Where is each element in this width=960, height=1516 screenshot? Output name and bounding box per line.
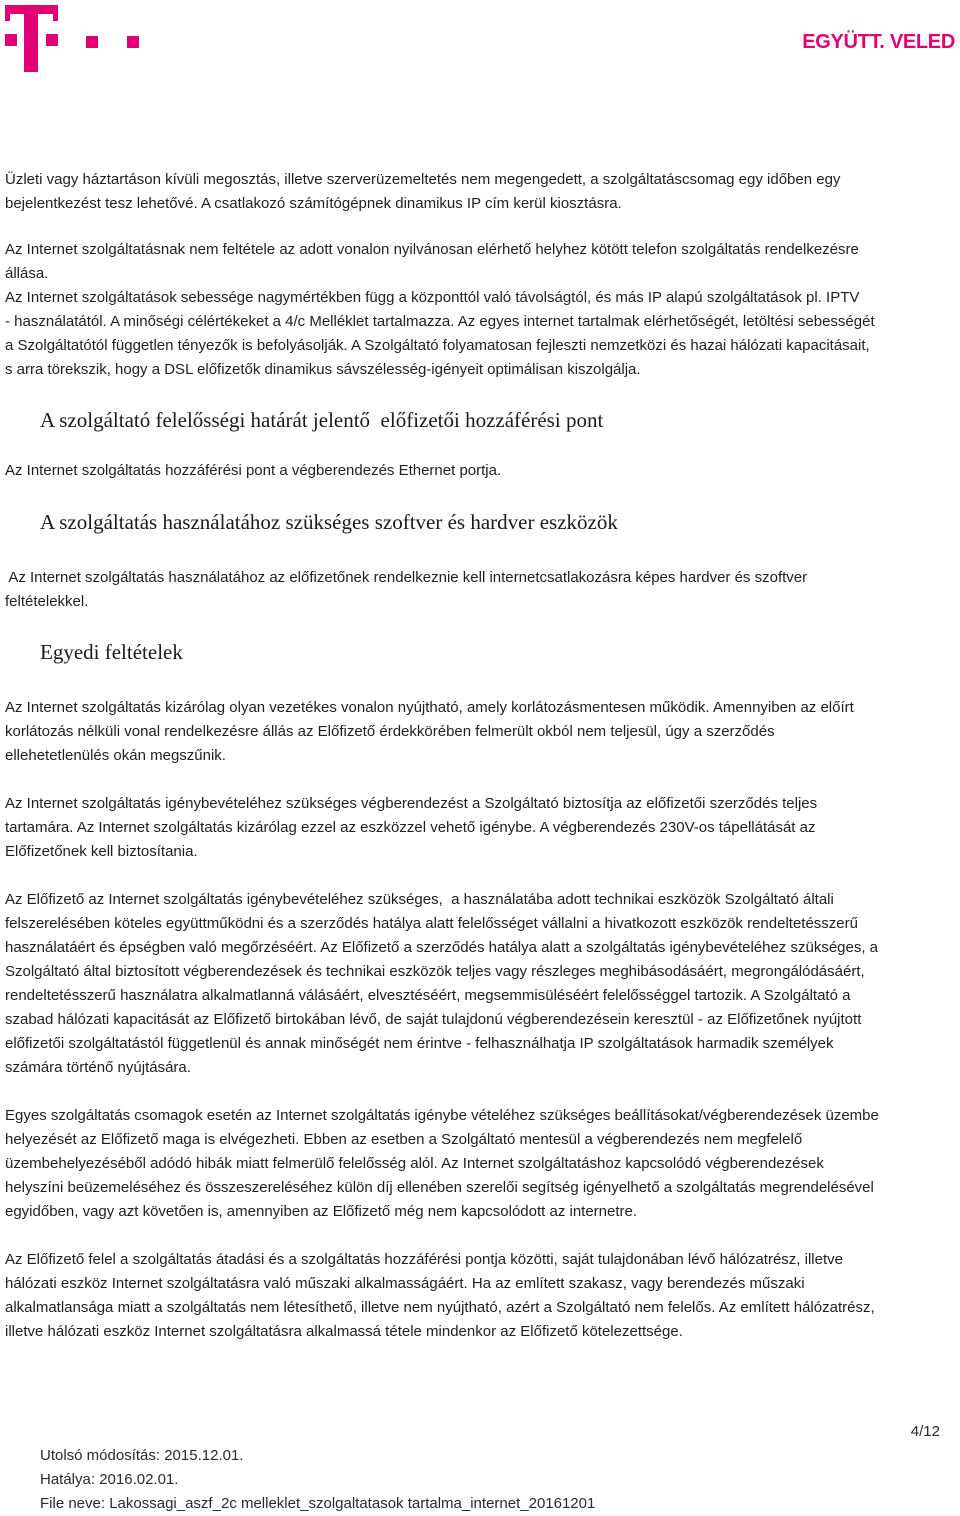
text-line: Az Előfizető felel a szolgáltatás átadási és a szolgáltatás hozzáférési pontja közötti, saját tulajdonában lévő hálózatrész, illetve [5,1251,843,1268]
text-line: alkalmatlansága miatt a szolgáltatás nem létesíthető, illetve nem nyújtható, azért a Szolgáltató nem felelős. Az említett hálózatrész, [5,1299,875,1316]
logo-digit-right [46,34,58,46]
text-line: feltételekkel. [5,593,89,610]
text-line: ellehetetlenülés okán megszűnik. [5,747,226,764]
logo-digit-left [5,34,17,46]
text-line: - használatától. A minőségi célértékeket a 4/c Melléklet tartalmazza. Az egyes internet tartalmak elérhetőségét, letöltési sebességét [5,313,875,330]
paragraph-sharing [5,168,950,216]
text-line: tartamára. Az Internet szolgáltatás kizárólag ezzel az eszközzel vehető igénybe. A végberendezés 230V-os tápellátását az [5,819,816,836]
paragraph-speed [5,286,950,382]
paragraph-terminal-equipment [5,792,950,864]
text-line: felszerelésében köteles együttműködni és a szerződés hatálya alatt felelősséget vállalni a hivatkozott eszközök rendeltetésszerű [5,915,858,932]
text-line: bejelentkezést tesz lehetővé. A csatlakozó számítógépnek dinamikus IP cím kerül kiosztásra. [5,195,622,212]
paragraph-line-condition [5,696,950,768]
page-number: 4/12 [910,1423,940,1440]
paragraph-network-responsibility [5,1248,950,1344]
text-line: a Szolgáltatótól független tényezők is befolyásolják. A Szolgáltató folyamatosan fejleszti nemzetközi és hazai hálózati kapacitásait, [5,337,870,354]
text-line: Az Előfizető az Internet szolgáltatás igénybevételéhez szükséges, a használatába adott technikai eszközök Szolgáltató általi [5,891,834,908]
text-line: állása. [5,265,49,282]
text-line: helyezését az Előfizető maga is elvégezheti. Ebben az esetben a Szolgáltató mentesül a végberendezés nem megfelelő [5,1131,803,1148]
text-line: Üzleti vagy háztartáson kívüli megosztás, illetve szerverüzemeltetés nem megengedett, a szolgáltatáscsomag egy időben egy [5,171,841,188]
text-line: számára történő nyújtására. [5,1059,191,1076]
text-line: s arra törekszik, hogy a DSL előfizetők dinamikus sávszélesség-igényeit optimálisan kiszolgálja. [5,361,641,378]
heading-software-hardware: A szolgáltatás használatához szükséges szoftver és hardver eszközök [40,510,618,534]
text-line: rendeltetésszerű használatra alkalmatlanná válásáért, elvesztéséért, megsemmisüléséért felelősséggel tartozik. A Szolgáltató a [5,987,851,1004]
logo-digit-3 [86,36,98,48]
slogan: EGYÜTT. VELED [802,31,955,53]
text-line: Az Internet szolgáltatás hozzáférési pont a végberendezés Ethernet portja. [5,462,502,479]
paragraph-phone-requirement [5,238,950,286]
text-line: helyszíni beüzemeléséhez és összeszereléséhez külön díj ellenében szerelői segítség igényelhető a szolgáltatás megrendelésével [5,1179,874,1196]
heading-special-conditions: Egyedi feltételek [40,640,183,664]
text-line: Egyes szolgáltatás csomagok esetén az Internet szolgáltatás igénybe vételéhez szükséges beállításokat/végberendezések üzembe [5,1107,879,1124]
last-modified: Utolsó módosítás: 2015.12.01. [40,1447,244,1464]
paragraph-access-point [5,459,950,483]
telekom-logo-icon [0,0,145,76]
text-line: Az Internet szolgáltatásnak nem feltétele az adott vonalon nyilvánosan elérhető helyhez kötött telefon szolgáltatás rendelkezésre [5,241,859,258]
text-line: illetve hálózati eszköz Internet szolgáltatásra alkalmassá tétele mindenkor az Előfizető kötelezettsége. [5,1323,683,1340]
text-line: Az Internet szolgáltatások sebessége nagymértékben függ a központtól való távolságtól, és más IP alapú szolgáltatások pl. IPTV [5,289,860,306]
text-line: Az Internet szolgáltatás igénybevételéhez szükséges végberendezést a Szolgáltató biztosítja az előfizetői szerződés teljes [5,795,818,812]
text-line: hálózati eszköz Internet szolgáltatásra való műszaki alkalmasságáért. Ha az említett szakasz, vagy berendezés műszaki [5,1275,805,1292]
paragraph-self-installation [5,1104,950,1224]
text-line: előfizetői szolgáltatástól függetlenül és annak minőségét nem érintve - felhasználhatja IP szolgáltatások harmadik személyek [5,1035,834,1052]
heading-access-point: A szolgáltató felelősségi határát jelentő előfizetői hozzáférési pont [40,408,604,432]
logo-digit-4 [127,36,139,48]
text-line: Az Internet szolgáltatás használatához az előfizetőnek rendelkeznie kell internetcsatlakozásra képes hardver és szoftver [5,569,808,586]
file-name: File neve: Lakossagi_aszf_2c melleklet_szolgaltatasok tartalma_internet_20161201 [40,1495,596,1512]
text-line: korlátozás nélküli vonal rendelkezésre állás az Előfizető érdekkörében felmerült okból nem teljesül, úgy a szerződés [5,723,775,740]
text-line: Előfizetőnek kell biztosítania. [5,843,198,860]
effective-date: Hatálya: 2016.02.01. [40,1471,179,1488]
text-line: használatáért és épségben való megőrzéséért. Az Előfizető a szerződés hatálya alatt a szolgáltatás igénybevételéhez szükséges, a [5,939,879,956]
text-line: Az Internet szolgáltatás kizárólag olyan vezetékes vonalon nyújtható, amely korlátozásmentesen működik. Amennyiben az előírt [5,699,854,716]
logo-t-stem [24,14,38,72]
text-line: Szolgáltató által biztosított végberendezések és technikai eszközök teljes vagy részleges meghibásodásáért, megrongálódásáért, [5,963,865,980]
paragraph-subscriber-obligations [5,888,950,1080]
paragraph-software-hardware [5,566,950,614]
text-line: üzembehelyezéséből adódó hibák miatt felmerülő felelősség alól. Az Internet szolgáltatáshoz kapcsolódó végberendezések [5,1155,824,1172]
text-line: szabad hálózati kapacitását az Előfizető birtokában lévő, de saját tulajdonú végberendezésein keresztül - az Előfizetőnek nyújtott [5,1011,862,1028]
text-line: egyidőben, vagy azt követően is, amennyiben az Előfizető még nem kapcsolódott az internetre. [5,1203,638,1220]
